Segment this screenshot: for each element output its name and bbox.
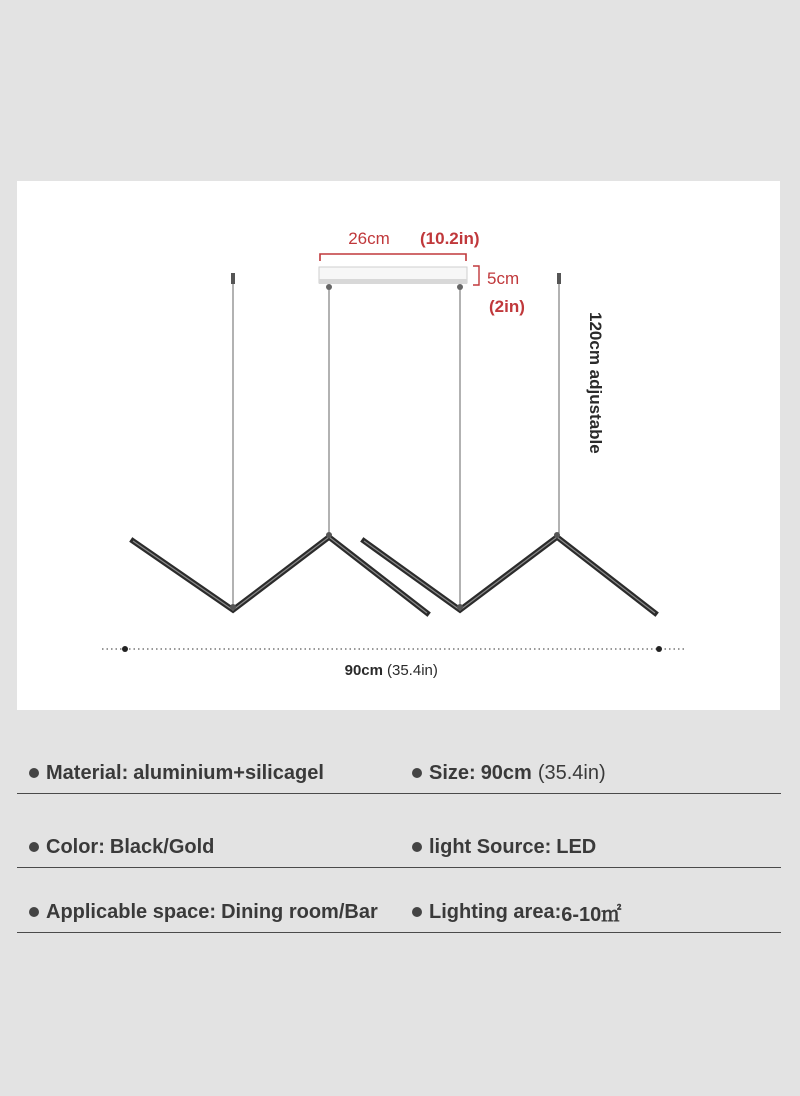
bar-joint-2 <box>326 532 332 538</box>
divider <box>17 867 781 868</box>
bar-joint-3 <box>457 604 463 610</box>
canopy-width-label: 26cm <box>348 229 390 248</box>
bar-joint-4 <box>554 532 560 538</box>
bullet-icon <box>29 768 39 778</box>
spec-value-imperial: (35.4in) <box>537 761 606 784</box>
spec-value: 6-10㎡ <box>561 903 622 926</box>
spec-label: Lighting area: <box>429 900 562 923</box>
spec-size <box>412 754 606 792</box>
total-width-endpoint-left <box>122 646 128 652</box>
bullet-icon <box>29 907 39 917</box>
bullet-icon <box>29 842 39 852</box>
suspension-length-label: 120cm adjustable <box>586 312 605 454</box>
ceiling-hook-left <box>231 273 235 284</box>
canopy-width-imperial: (10.2in) <box>420 229 480 248</box>
spec-row-3 <box>17 893 781 933</box>
product-diagram <box>17 181 780 710</box>
spec-value: Black/Gold <box>109 835 215 858</box>
canopy-width-bracket <box>320 254 466 261</box>
spec-value: 90cm <box>480 761 532 784</box>
total-width-label: 90cm <box>344 662 383 679</box>
canopy-bottom-edge <box>319 279 467 284</box>
spec-light-source <box>412 828 596 866</box>
light-bar-right <box>364 537 655 613</box>
bullet-icon <box>412 842 422 852</box>
spec-row-1 <box>17 754 781 794</box>
spec-label: Size: <box>429 761 476 784</box>
canopy-height-bracket <box>473 266 479 285</box>
divider <box>17 793 781 794</box>
spec-lighting-area <box>412 893 621 931</box>
divider <box>17 932 781 933</box>
total-width-endpoint-right <box>656 646 662 652</box>
spec-label: Color: <box>46 835 105 858</box>
light-bar-left-highlight <box>133 537 427 613</box>
bar-joint-1 <box>230 604 236 610</box>
canopy-height-imperial: (2in) <box>489 297 525 316</box>
spec-material <box>29 754 324 792</box>
spec-value: LED <box>556 835 597 858</box>
spec-label: light Source: <box>429 835 552 858</box>
canopy-height-label: 5cm <box>487 269 520 288</box>
spec-value: aluminium+silicagel <box>133 761 324 784</box>
spec-value: Dining room/Bar <box>221 900 378 923</box>
total-width-imperial: (35.4in) <box>387 662 438 679</box>
ceiling-hook-right <box>557 273 561 284</box>
spec-applicable-space <box>29 893 378 931</box>
spec-row-2 <box>17 828 781 868</box>
bullet-icon <box>412 907 422 917</box>
spec-label: Applicable space: <box>46 900 217 923</box>
bullet-icon <box>412 768 422 778</box>
spec-label: Material: <box>46 761 129 784</box>
spec-color <box>29 828 214 866</box>
